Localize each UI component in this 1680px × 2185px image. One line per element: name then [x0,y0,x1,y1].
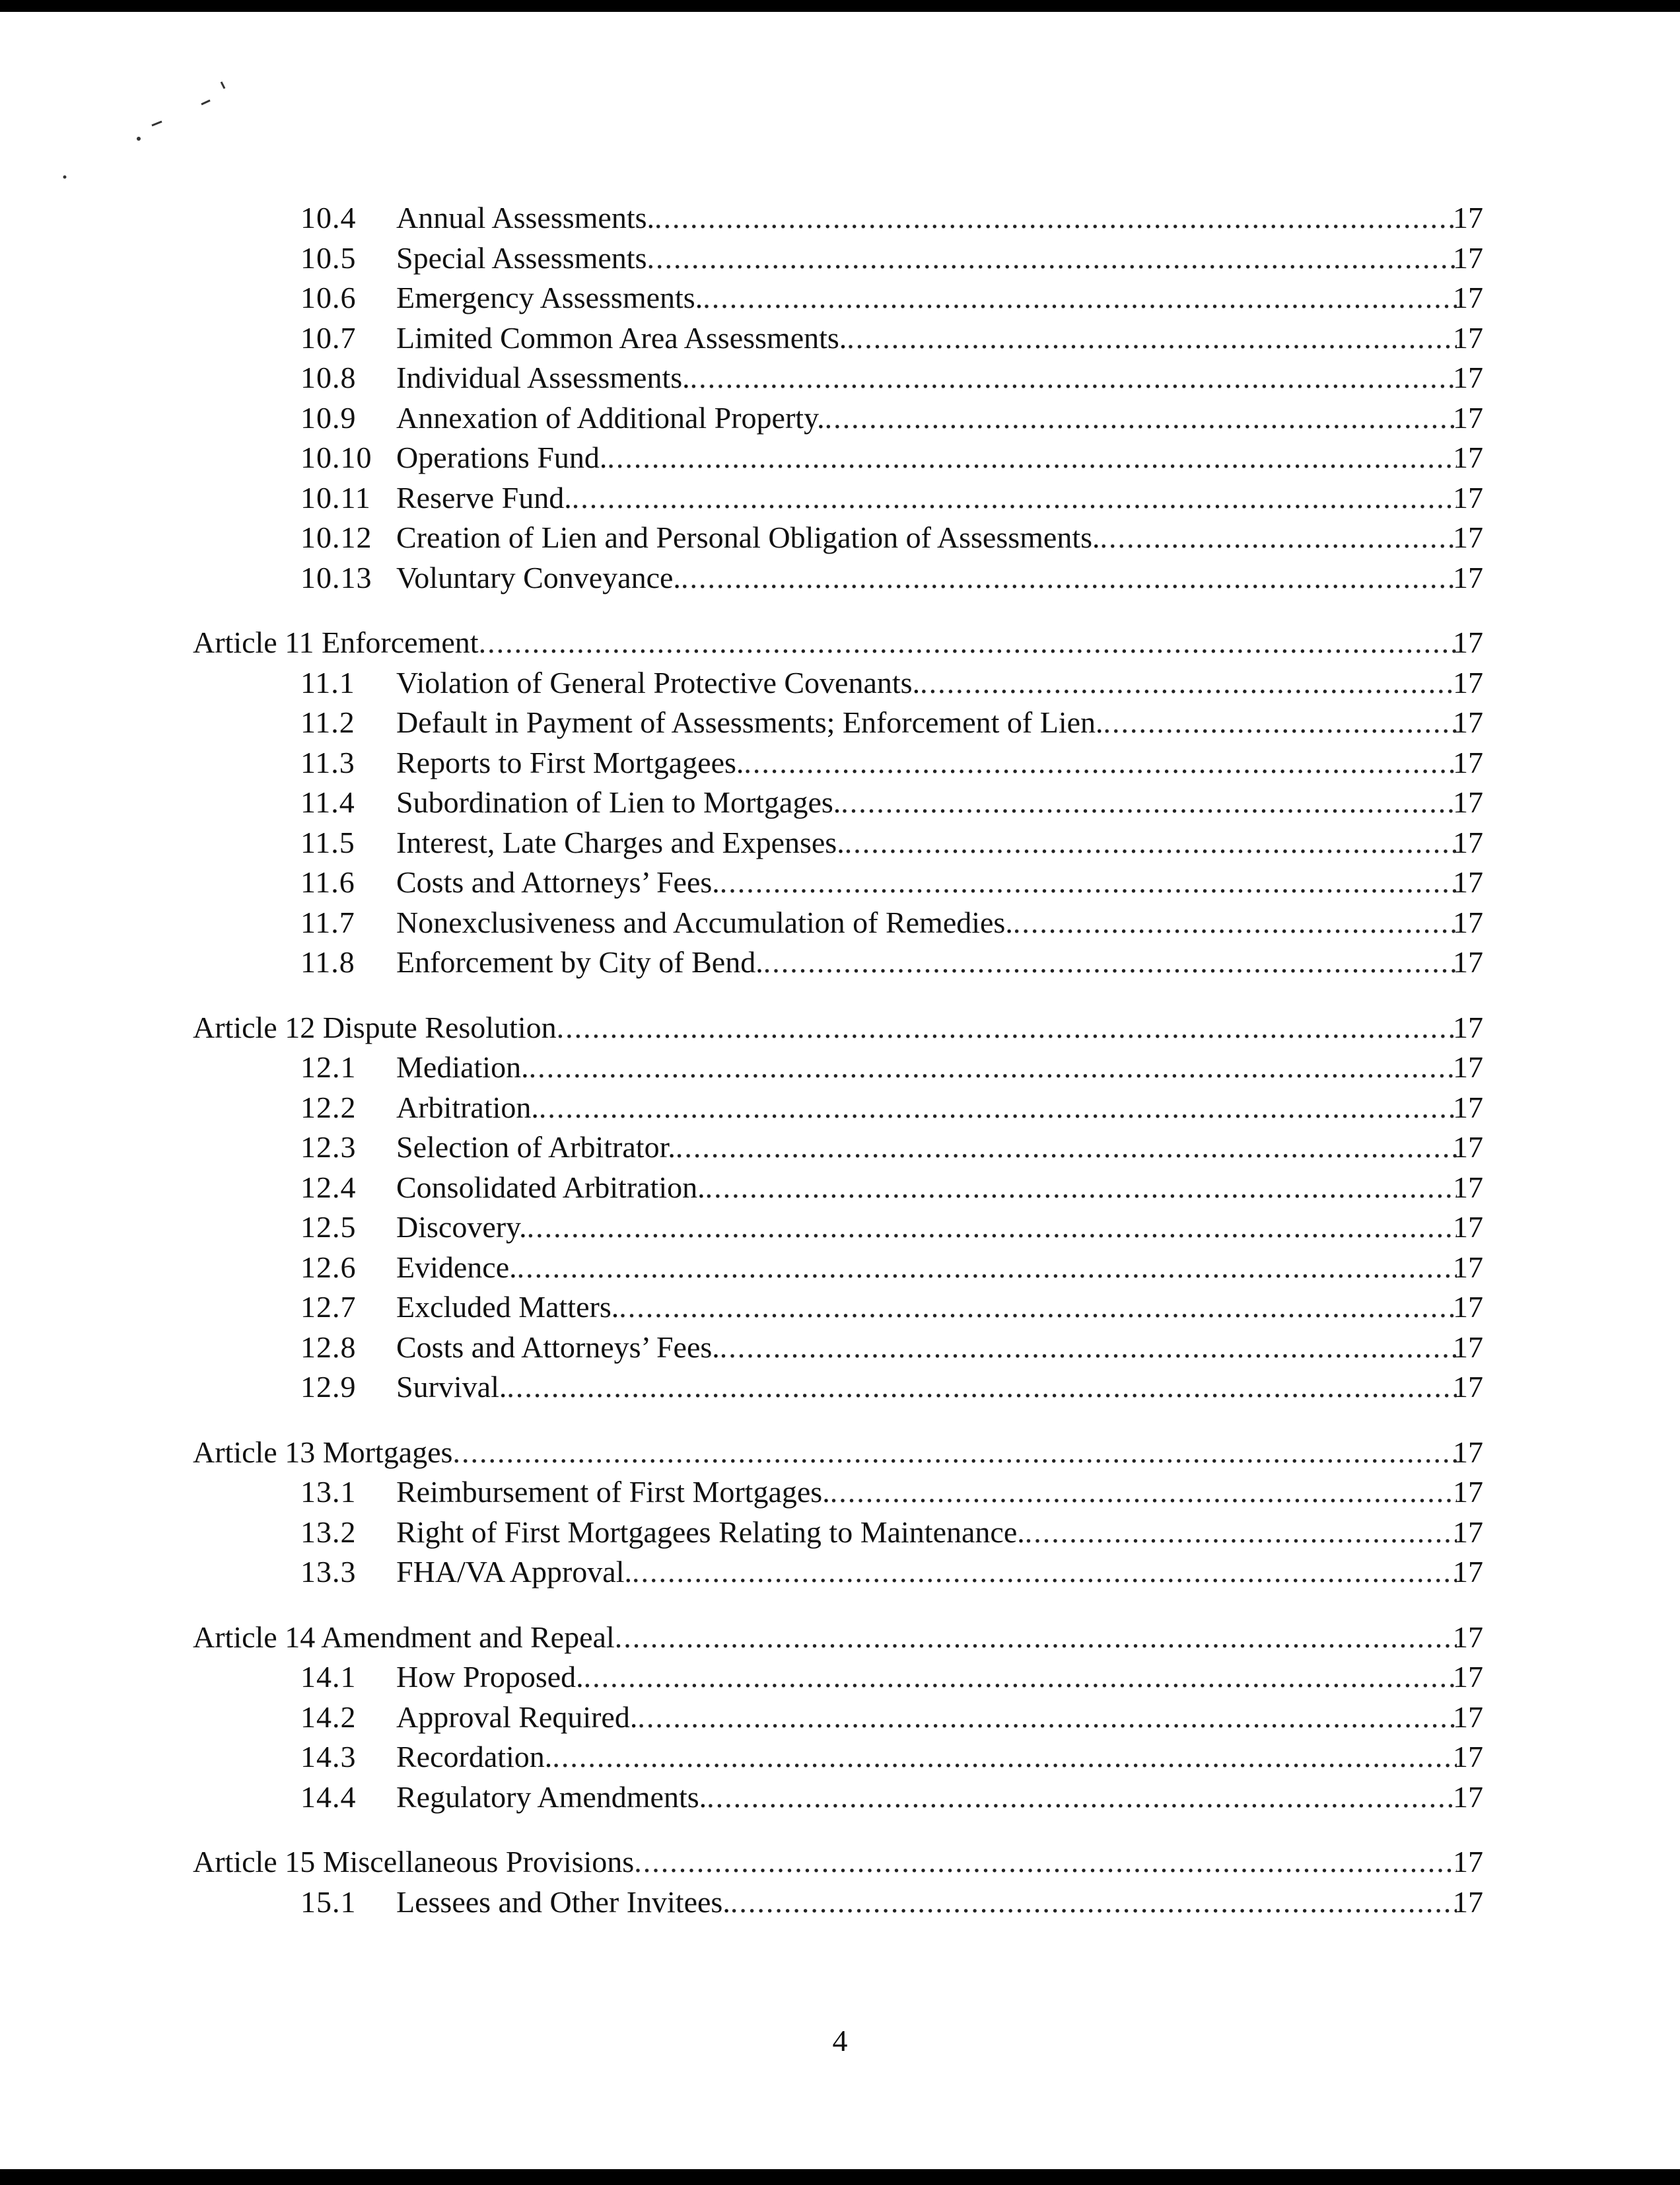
article-heading [0,1008,1680,1048]
page-ref: 17 [1453,361,1483,394]
dot-leader [690,358,1457,398]
section-title: Nonexclusiveness and Accumulation of Remedies. [396,903,1013,943]
dot-leader [841,783,1457,823]
section-title: Costs and Attorneys’ Fees. [396,1328,720,1368]
dot-leader [572,478,1457,519]
toc-entry [0,1552,1680,1593]
section-title: Subordination of Lien to Mortgages. [396,783,841,823]
dot-leader [647,238,1457,279]
toc-entry [0,358,1680,398]
page-ref: 17 [1453,1515,1483,1549]
toc-entry [0,1513,1680,1553]
section-number: 10.9 [300,400,357,435]
section-title: Arbitration. [396,1088,539,1128]
dot-leader [703,278,1457,318]
section-title: Special Assessments [396,238,647,279]
dot-leader [744,743,1457,783]
section-number: 13.1 [300,1475,357,1509]
section-number: 11.5 [300,825,355,859]
page-ref: 17 [1453,480,1483,515]
page-ref: 17 [1453,1330,1483,1364]
toc-entry [0,663,1680,703]
scan-bottom-border [0,2169,1680,2185]
section-title: Regulatory Amendments. [396,1777,707,1818]
page-ref: 17 [1453,785,1483,819]
toc-entry [0,943,1680,983]
page-ref: 17 [1453,1130,1483,1164]
section-title: Creation of Lien and Personal Obligation of Assessments. [396,518,1100,558]
dot-leader [654,198,1457,238]
section-title: Limited Common Area Assessments. [396,318,847,359]
section-number: 12.4 [300,1170,357,1204]
section-title: Evidence. [396,1248,517,1288]
section-number: 10.12 [300,520,372,554]
dot-leader [1103,703,1457,743]
dot-leader [681,558,1457,598]
page-ref: 17 [1453,1884,1483,1919]
section-number: 14.2 [300,1700,357,1734]
toc-entry [0,518,1680,558]
section-title: How Proposed. [396,1657,584,1698]
section-title: Costs and Attorneys’ Fees. [396,863,720,903]
toc-entry [0,1657,1680,1698]
article-title: Article 11 Enforcement [193,623,479,663]
section-number: 11.6 [300,865,355,899]
dot-leader [1100,518,1457,558]
page-ref: 17 [1453,626,1483,659]
article-title: Article 13 Mortgages [193,1433,452,1473]
section-number: 12.8 [300,1330,357,1364]
section-number: 10.5 [300,240,357,275]
article-heading [0,1842,1680,1882]
toc-entry [0,1048,1680,1088]
dot-leader [529,1048,1457,1088]
toc-entry [0,1088,1680,1128]
section-number: 12.5 [300,1210,357,1244]
section-title: Recordation. [396,1737,552,1777]
toc-entry [0,1882,1680,1923]
dot-leader [552,1737,1457,1777]
dot-leader [452,1433,1457,1473]
article-heading [0,1433,1680,1473]
toc-entry [0,783,1680,823]
dot-leader [847,318,1457,359]
toc-entry [0,703,1680,743]
page-ref: 17 [1453,665,1483,699]
toc-entry [0,438,1680,478]
section-title: Right of First Mortgagees Relating to Maintenance. [396,1513,1025,1553]
page-ref: 17 [1453,1170,1483,1204]
section-number: 11.4 [300,785,355,819]
page-ref: 17 [1453,240,1483,275]
dot-leader [707,1777,1457,1818]
section-number: 15.1 [300,1884,357,1919]
section-number: 11.7 [300,905,355,939]
section-title: Enforcement by City of Bend. [396,943,763,983]
toc-entry [0,903,1680,943]
page-ref: 17 [1453,825,1483,859]
toc-entry [0,1777,1680,1818]
section-number: 10.4 [300,201,357,234]
page-ref: 17 [1453,320,1483,355]
page-ref: 17 [1453,400,1483,435]
section-title: Operations Fund. [396,438,607,478]
article-heading [0,1618,1680,1658]
dot-leader [539,1088,1457,1128]
dot-leader [557,1008,1457,1048]
toc-entry [0,1128,1680,1168]
page-ref: 17 [1453,1845,1483,1879]
dot-leader [507,1367,1457,1408]
page-ref: 17 [1453,1050,1483,1084]
section-title: Lessees and Other Invitees. [396,1882,730,1923]
section-title: Reports to First Mortgagees. [396,743,744,783]
toc-entry [0,398,1680,439]
dot-leader [825,398,1457,439]
table-of-contents [0,198,1680,1922]
section-title: Survival. [396,1367,507,1408]
section-number: 11.8 [300,945,355,979]
page-ref: 17 [1453,520,1483,554]
section-title: Individual Assessments. [396,358,690,398]
section-title: Consolidated Arbitration. [396,1168,705,1208]
dot-leader [845,823,1457,863]
toc-entry [0,278,1680,318]
dot-leader [1025,1513,1457,1553]
page-ref: 17 [1453,1250,1483,1284]
section-number: 10.13 [300,560,372,594]
toc-entry [0,558,1680,598]
scan-specks [0,0,264,198]
toc-entry [0,1287,1680,1328]
section-number: 14.4 [300,1779,357,1814]
section-title: Excluded Matters. [396,1287,619,1328]
page-ref: 17 [1453,945,1483,979]
toc-entry [0,1248,1680,1288]
page-ref: 17 [1453,1779,1483,1814]
toc-entry [0,1367,1680,1408]
section-title: Approval Required. [396,1698,637,1738]
dot-leader [517,1248,1457,1288]
section-title: Discovery. [396,1207,527,1248]
section-title: Reserve Fund. [396,478,572,519]
section-title: Reimbursement of First Mortgages. [396,1472,830,1513]
section-title: Selection of Arbitrator. [396,1128,676,1168]
section-title: Annual Assessments. [396,198,654,238]
toc-entry [0,238,1680,279]
toc-entry [0,1207,1680,1248]
page-ref: 17 [1453,560,1483,594]
section-title: Violation of General Protective Covenants. [396,663,920,703]
page-ref: 17 [1453,441,1483,474]
section-title: Default in Payment of Assessments; Enforcement of Lien. [396,703,1103,743]
section-title: Annexation of Additional Property. [396,398,825,439]
dot-leader [584,1657,1457,1698]
section-title: Voluntary Conveyance. [396,558,681,598]
page-ref: 17 [1453,745,1483,779]
dot-leader [763,943,1457,983]
page-ref: 17 [1453,705,1483,739]
section-number: 13.3 [300,1555,357,1589]
page-ref: 17 [1453,1660,1483,1694]
section-number: 14.3 [300,1740,357,1773]
section-number: 12.7 [300,1290,357,1324]
section-title: Interest, Late Charges and Expenses. [396,823,845,863]
dot-leader [637,1698,1457,1738]
dot-leader [720,863,1457,903]
section-title: Mediation. [396,1048,529,1088]
section-number: 12.6 [300,1250,357,1284]
dot-leader [634,1842,1457,1882]
page-ref: 17 [1453,1620,1483,1654]
toc-entry [0,198,1680,238]
dot-leader [920,663,1457,703]
dot-leader [676,1128,1457,1168]
section-number: 11.2 [300,705,355,739]
section-number: 10.7 [300,320,357,355]
section-number: 11.3 [300,745,355,779]
page-ref: 17 [1453,1555,1483,1589]
dot-leader [730,1882,1457,1923]
dot-leader [632,1552,1457,1593]
page-ref: 17 [1453,201,1483,234]
section-number: 10.8 [300,361,357,394]
page-ref: 17 [1453,1090,1483,1124]
article-title: Article 14 Amendment and Repeal [193,1618,615,1658]
section-title: FHA/VA Approval. [396,1552,632,1593]
toc-entry [0,863,1680,903]
dot-leader [830,1472,1457,1513]
page-ref: 17 [1453,1210,1483,1244]
section-number: 12.2 [300,1090,357,1124]
section-number: 12.9 [300,1370,357,1404]
page-ref: 17 [1453,905,1483,939]
article-title: Article 12 Dispute Resolution [193,1008,557,1048]
dot-leader [720,1328,1457,1368]
article-heading [0,623,1680,663]
toc-entry [0,318,1680,359]
toc-entry [0,823,1680,863]
page-ref: 17 [1453,1370,1483,1404]
page-ref: 17 [1453,281,1483,314]
dot-leader [619,1287,1457,1328]
section-title: Emergency Assessments. [396,278,703,318]
dot-leader [607,438,1457,478]
section-number: 12.1 [300,1050,357,1084]
toc-entry [0,478,1680,519]
dot-leader [705,1168,1457,1208]
toc-entry [0,1698,1680,1738]
dot-leader [479,623,1457,663]
page-ref: 17 [1453,1740,1483,1773]
page-ref: 17 [1453,865,1483,899]
section-number: 12.3 [300,1130,357,1164]
dot-leader [1013,903,1457,943]
toc-entry [0,1168,1680,1208]
section-number: 14.1 [300,1660,357,1694]
article-title: Article 15 Miscellaneous Provisions [193,1842,634,1882]
page-ref: 17 [1453,1475,1483,1509]
toc-entry [0,1737,1680,1777]
section-number: 10.10 [300,441,372,474]
dot-leader [615,1618,1457,1658]
toc-entry [0,743,1680,783]
section-number: 13.2 [300,1515,357,1549]
toc-entry [0,1472,1680,1513]
section-number: 11.1 [300,665,355,699]
page-number: 4 [832,2024,848,2058]
section-number: 10.11 [300,480,371,515]
dot-leader [527,1207,1457,1248]
section-number: 10.6 [300,281,357,314]
page-ref: 17 [1453,1435,1483,1469]
page-ref: 17 [1453,1290,1483,1324]
page-ref: 17 [1453,1700,1483,1734]
toc-entry [0,1328,1680,1368]
page-ref: 17 [1453,1010,1483,1044]
